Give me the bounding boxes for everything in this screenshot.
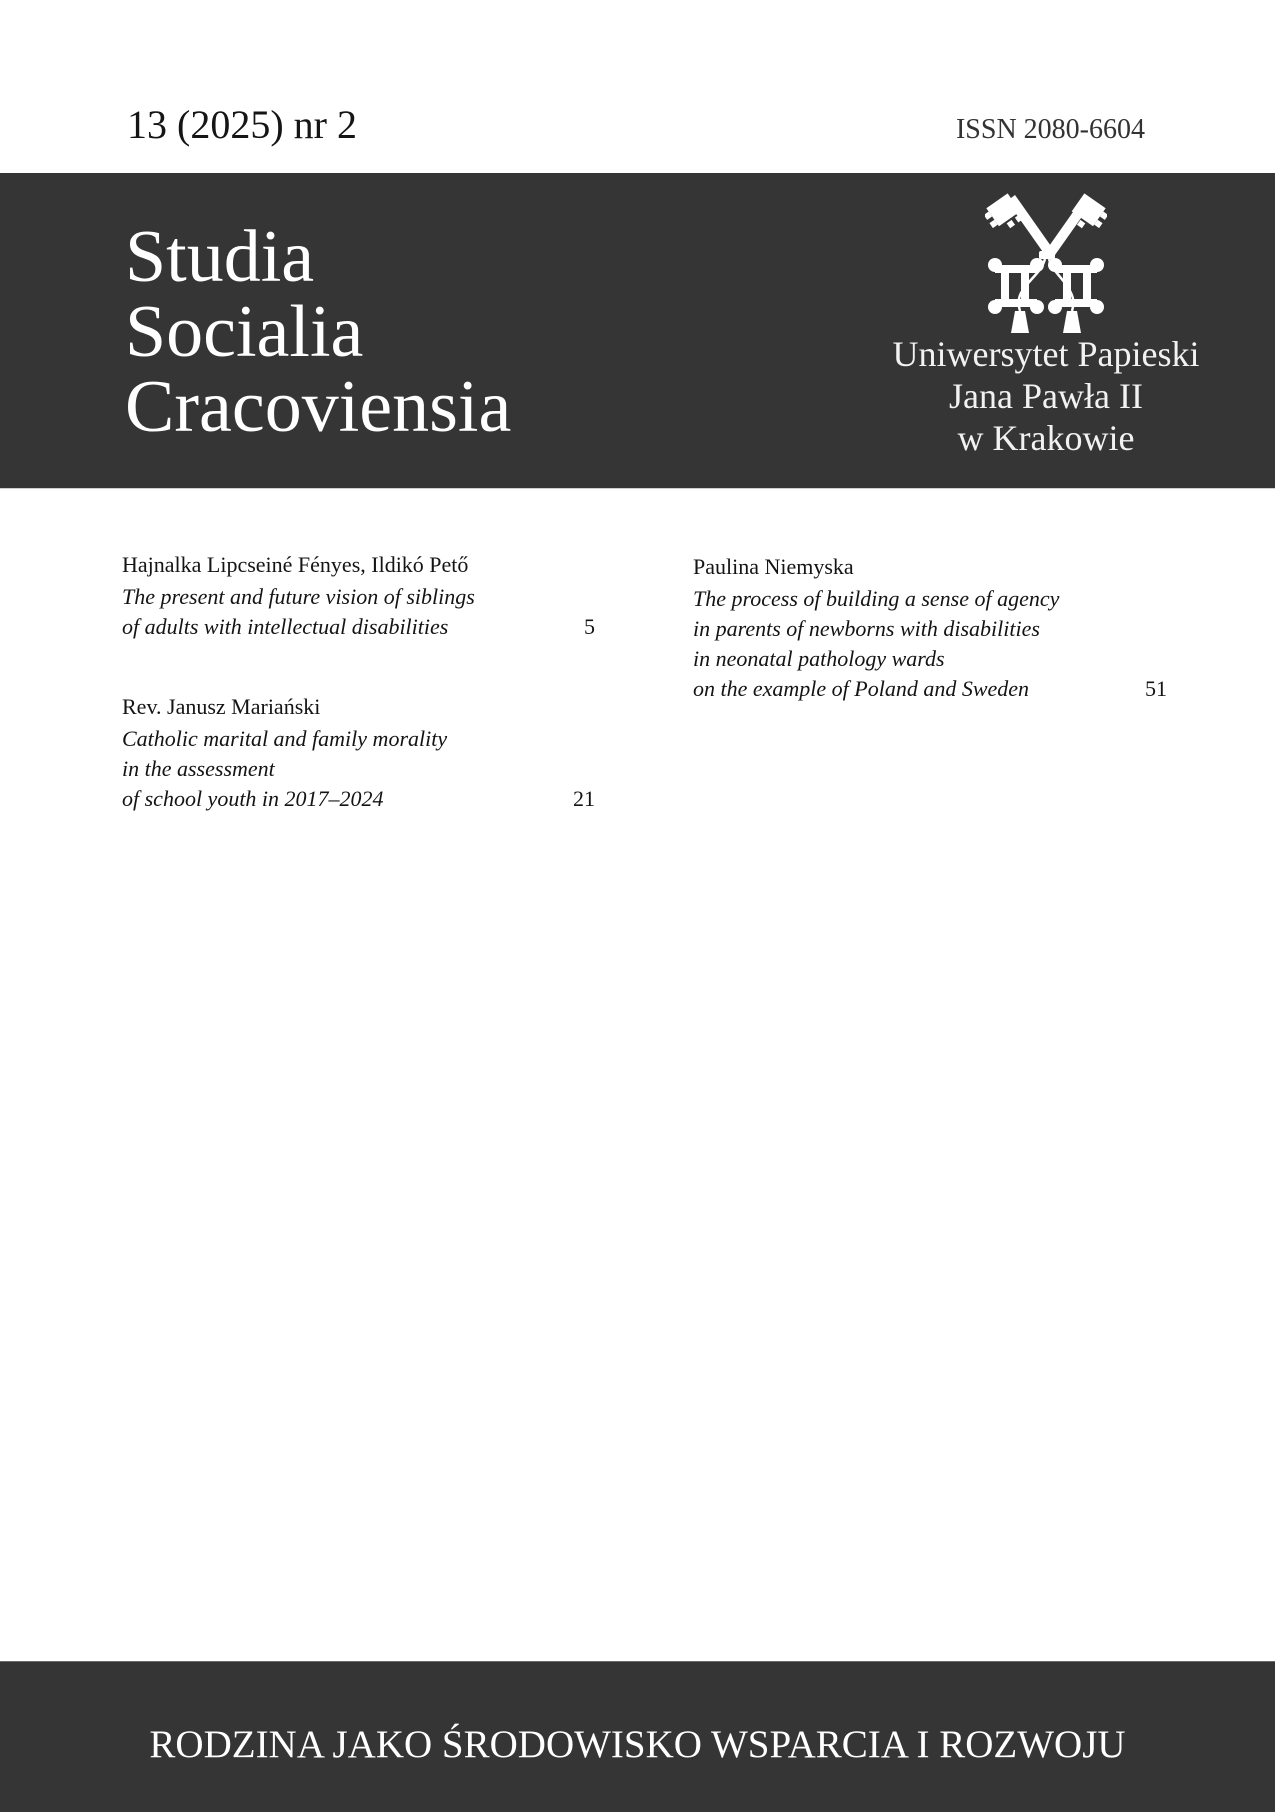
series-title: RODZINA JAKO ŚRODOWISKO WSPARCIA I ROZWOJU — [149, 1723, 1126, 1766]
toc-page-number: 5 — [584, 614, 595, 639]
journal-title-line: Studia — [125, 216, 315, 298]
toc-title-line: in parents of newborns with disabilities — [693, 616, 1040, 641]
toc-title-line: of adults with intellectual disabilities — [122, 614, 449, 639]
toc-title-line: The process of building a sense of agency — [693, 586, 1060, 611]
university-line: Jana Pawła II — [949, 376, 1143, 416]
journal-title-line: Socialia — [125, 291, 364, 373]
university-name — [846, 333, 1246, 459]
toc-title-line: of school youth in 2017–2024 — [122, 786, 384, 811]
issue-number: 13 (2025) nr 2 — [127, 102, 357, 147]
toc-author: Hajnalka Lipcseiné Fényes, Ildikó Pető — [122, 552, 469, 577]
university-line: Uniwersytet Papieski — [892, 334, 1200, 374]
toc-title — [122, 724, 595, 814]
toc-title — [122, 582, 595, 642]
toc-entry[interactable] — [122, 692, 595, 814]
title-band — [0, 173, 1275, 489]
toc-author: Rev. Janusz Mariański — [122, 694, 321, 719]
toc-page-number: 21 — [573, 786, 595, 811]
toc-title — [693, 584, 1167, 704]
toc-title-line: on the example of Poland and Sweden — [693, 676, 1030, 701]
toc-author: Paulina Niemyska — [693, 554, 854, 579]
toc-title-line: in neonatal pathology wards — [693, 646, 945, 671]
toc-page-number: 51 — [1145, 676, 1167, 701]
toc-entry[interactable] — [693, 552, 1167, 704]
university-line: w Krakowie — [957, 418, 1135, 458]
toc-title-line: in the assessment — [122, 756, 275, 781]
series-band — [0, 1661, 1275, 1812]
toc-title-line: The present and future vision of siblings — [122, 584, 475, 609]
journal-title — [125, 216, 512, 448]
journal-title-line: Cracoviensia — [125, 366, 512, 448]
issn: ISSN 2080-6604 — [955, 114, 1145, 145]
crossed-papal-keys-icon — [985, 193, 1107, 335]
toc-entry[interactable] — [122, 550, 595, 642]
toc-title-line: Catholic marital and family morality — [122, 726, 448, 751]
